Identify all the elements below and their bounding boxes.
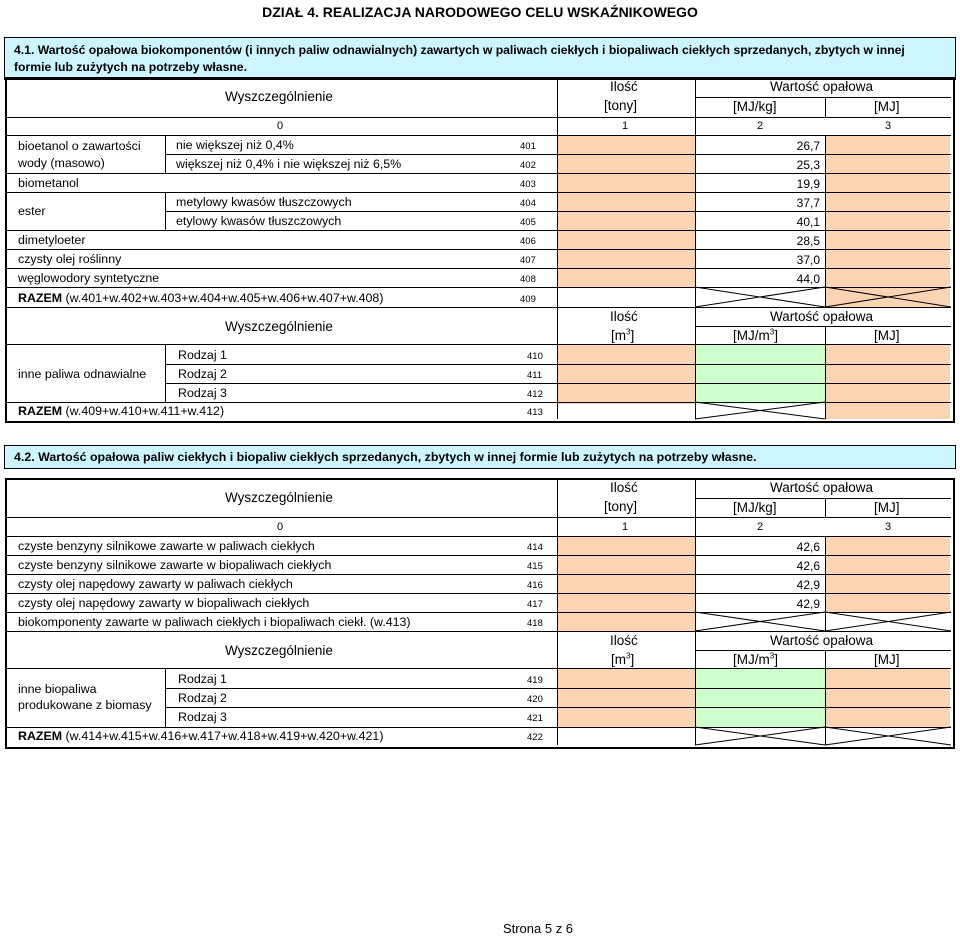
column-header-heating-value: Wartość opałowa bbox=[770, 79, 874, 94]
row-number-408: 408 bbox=[520, 274, 536, 285]
row-number-418: 418 bbox=[527, 618, 543, 629]
column-number: 3 bbox=[885, 120, 892, 132]
row-label-403: biometanol bbox=[18, 176, 79, 190]
row-label-419: Rodzaj 1 bbox=[178, 672, 227, 686]
column-number: 0 bbox=[277, 120, 284, 132]
total-formula: (w.401+w.402+w.403+w.404+w.405+w.406+w.407+w.408) bbox=[62, 291, 384, 305]
row-label-407: czysty olej roślinny bbox=[18, 252, 122, 266]
row-label-404: metylowy kwasów tłuszczowych bbox=[176, 195, 352, 209]
value-cells-419-421[interactable] bbox=[695, 669, 825, 728]
row-number-406: 406 bbox=[520, 236, 536, 247]
row-number-401: 401 bbox=[520, 141, 536, 152]
column-header-quantity-unit-m3: $[m^3]$ bbox=[611, 651, 635, 667]
row-label-402: większej niż 0,4% i nie większej niż 6,5% bbox=[176, 157, 402, 171]
row-label-418: biokomponenty zawarte w paliwach ciekłych i biopaliwach ciekł. (w.413) bbox=[18, 615, 411, 629]
row-label-405: etylowy kwasów tłuszczowych bbox=[176, 214, 342, 228]
row-number-419: 419 bbox=[527, 675, 543, 686]
energy-cells-410-413[interactable] bbox=[825, 345, 950, 419]
row-number-402: 402 bbox=[520, 160, 536, 171]
row-number-410: 410 bbox=[527, 351, 543, 362]
cross-mark bbox=[695, 727, 825, 745]
heating-value-417: 42,9 bbox=[796, 597, 820, 611]
heating-value-405: 40,1 bbox=[796, 215, 820, 229]
row-number-414: 414 bbox=[527, 542, 543, 553]
column-header-unit-mjm3: $[MJ/m^3]$ bbox=[733, 327, 778, 343]
row-label-415: czyste benzyny silnikowe zawarte w biopaliwach ciekłych bbox=[18, 558, 332, 572]
column-number: 3 bbox=[885, 521, 892, 533]
row-number-407: 407 bbox=[520, 255, 536, 266]
column-header-heating-value: Wartość opałowa bbox=[770, 309, 874, 324]
cross-mark bbox=[695, 402, 825, 419]
column-header-unit-mjm3: $[MJ/m^3]$ bbox=[733, 651, 778, 667]
page-title: DZIAŁ 4. REALIZACJA NARODOWEGO CELU WSKAŹNIKOWEGO bbox=[262, 4, 698, 20]
column-header-quantity-unit: [tony] bbox=[604, 98, 638, 113]
column-number: 1 bbox=[622, 521, 629, 533]
heating-value-406: 28,5 bbox=[796, 234, 820, 248]
column-header-item: Wyszczególnienie bbox=[225, 89, 333, 104]
cross-mark bbox=[825, 727, 951, 745]
column-header-item: Wyszczególnienie bbox=[225, 643, 333, 658]
heating-value-416: 42,9 bbox=[796, 578, 820, 592]
row-label-422 bbox=[18, 729, 383, 744]
row-number-416: 416 bbox=[527, 580, 543, 591]
row-number-415: 415 bbox=[527, 561, 543, 572]
heating-value-408: 44,0 bbox=[796, 272, 820, 286]
row-number-412: 412 bbox=[527, 389, 543, 400]
energy-cells-419-421[interactable] bbox=[825, 669, 950, 728]
row-number-403: 403 bbox=[520, 179, 536, 190]
column-header-unit-mj: [MJ] bbox=[874, 500, 900, 515]
row-label-410: Rodzaj 1 bbox=[178, 348, 227, 362]
row-number-421: 421 bbox=[527, 713, 543, 724]
column-header-quantity: Ilość bbox=[610, 79, 638, 94]
total-label: RAZEM bbox=[18, 404, 63, 418]
row-label-401: nie większej niż 0,4% bbox=[176, 138, 294, 152]
row-group-label: inne paliwa odnawialne bbox=[18, 367, 147, 381]
row-number-411: 411 bbox=[527, 370, 543, 381]
column-number: 1 bbox=[622, 120, 629, 132]
column-header-quantity: Ilość bbox=[610, 480, 638, 495]
quantity-cells-414-418[interactable] bbox=[557, 537, 695, 631]
row-number-405: 405 bbox=[520, 217, 536, 228]
quantity-cells-419-421[interactable] bbox=[557, 669, 695, 728]
page-number: Strona 5 z 6 bbox=[502, 921, 574, 936]
row-number-422: 422 bbox=[527, 732, 543, 743]
cross-mark bbox=[825, 287, 951, 307]
row-label-406: dimetyloeter bbox=[18, 233, 86, 247]
quantity-cells-410-412[interactable] bbox=[557, 345, 695, 404]
row-number-413: 413 bbox=[527, 407, 543, 418]
heating-value-404: 37,7 bbox=[796, 196, 820, 210]
heating-value-401: 26,7 bbox=[796, 139, 820, 153]
row-number-417: 417 bbox=[527, 599, 543, 610]
row-group-label: bioetanol o zawartości bbox=[18, 139, 141, 153]
row-number-404: 404 bbox=[520, 198, 536, 209]
heating-value-402: 25,3 bbox=[796, 158, 820, 172]
row-label-416: czysty olej napędowy zawarty w paliwach ciekłych bbox=[18, 577, 293, 591]
row-label-417: czysty olej napędowy zawarty w biopaliwach ciekłych bbox=[18, 596, 310, 610]
column-header-unit-mj: [MJ] bbox=[874, 328, 900, 343]
row-group-label: ester bbox=[18, 204, 46, 218]
row-label-411: Rodzaj 2 bbox=[178, 367, 227, 381]
row-label-413 bbox=[18, 404, 224, 419]
column-header-quantity: Ilość bbox=[610, 633, 638, 648]
cross-mark bbox=[825, 612, 951, 631]
column-number: 2 bbox=[757, 521, 764, 533]
row-group-label: produkowane z biomasy bbox=[18, 698, 152, 712]
cross-mark bbox=[695, 612, 825, 631]
section-4-1-heading-line1: 4.1. Wartość opałowa biokomponentów (i innych paliw odnawialnych) zawartych w paliwach ciekłych i biopaliwach ciekłych sprzedanych, zbytych w innej bbox=[14, 43, 905, 57]
total-label: RAZEM bbox=[18, 291, 63, 305]
section-4-2-heading: 4.2. Wartość opałowa paliw ciekłych i biopaliw ciekłych sprzedanych, zbytych w innej formie lub zużytych na potrzeby własne. bbox=[14, 450, 757, 464]
row-group-label: inne biopaliwa bbox=[18, 682, 97, 696]
heating-value-407: 37,0 bbox=[796, 253, 820, 267]
total-label: RAZEM bbox=[18, 729, 63, 743]
column-header-item: Wyszczególnienie bbox=[225, 319, 333, 334]
row-label-420: Rodzaj 2 bbox=[178, 691, 227, 705]
column-header-unit-mj: [MJ] bbox=[874, 99, 900, 114]
row-label-412: Rodzaj 3 bbox=[178, 386, 227, 400]
row-number-409: 409 bbox=[520, 294, 536, 305]
row-label-421: Rodzaj 3 bbox=[178, 710, 227, 724]
column-header-heating-value: Wartość opałowa bbox=[770, 480, 874, 495]
row-label-409 bbox=[18, 291, 383, 306]
row-group-label: wody (masowo) bbox=[18, 156, 105, 170]
quantity-cells-401-408[interactable] bbox=[557, 136, 695, 288]
heating-value-403: 19,9 bbox=[796, 177, 820, 191]
column-header-unit-mjkg: [MJ/kg] bbox=[733, 99, 777, 114]
heating-value-414: 42,6 bbox=[796, 540, 820, 554]
column-header-unit-mj: [MJ] bbox=[874, 652, 900, 667]
value-cells-410-412[interactable] bbox=[695, 345, 825, 404]
row-label-408: węglowodory syntetyczne bbox=[18, 271, 160, 285]
column-header-quantity-unit: [tony] bbox=[604, 499, 638, 514]
column-number: 2 bbox=[757, 120, 764, 132]
heating-value-415: 42,6 bbox=[796, 559, 820, 573]
column-header-heating-value: Wartość opałowa bbox=[770, 633, 874, 648]
column-header-item: Wyszczególnienie bbox=[225, 490, 333, 505]
column-header-unit-mjkg: [MJ/kg] bbox=[733, 500, 777, 515]
total-formula: (w.414+w.415+w.416+w.417+w.418+w.419+w.420+w.421) bbox=[62, 729, 384, 743]
column-number: 0 bbox=[277, 521, 284, 533]
energy-cells-401-409[interactable] bbox=[825, 136, 950, 308]
row-number-420: 420 bbox=[527, 694, 543, 705]
section-4-1-heading-line2: formie lub zużytych na potrzeby własne. bbox=[14, 60, 247, 74]
column-header-quantity: Ilość bbox=[610, 309, 638, 324]
cross-mark bbox=[695, 287, 825, 307]
column-header-quantity-unit-m3: $[m^3]$ bbox=[611, 327, 635, 343]
total-formula: (w.409+w.410+w.411+w.412) bbox=[62, 404, 225, 418]
row-label-414: czyste benzyny silnikowe zawarte w paliwach ciekłych bbox=[18, 539, 315, 553]
